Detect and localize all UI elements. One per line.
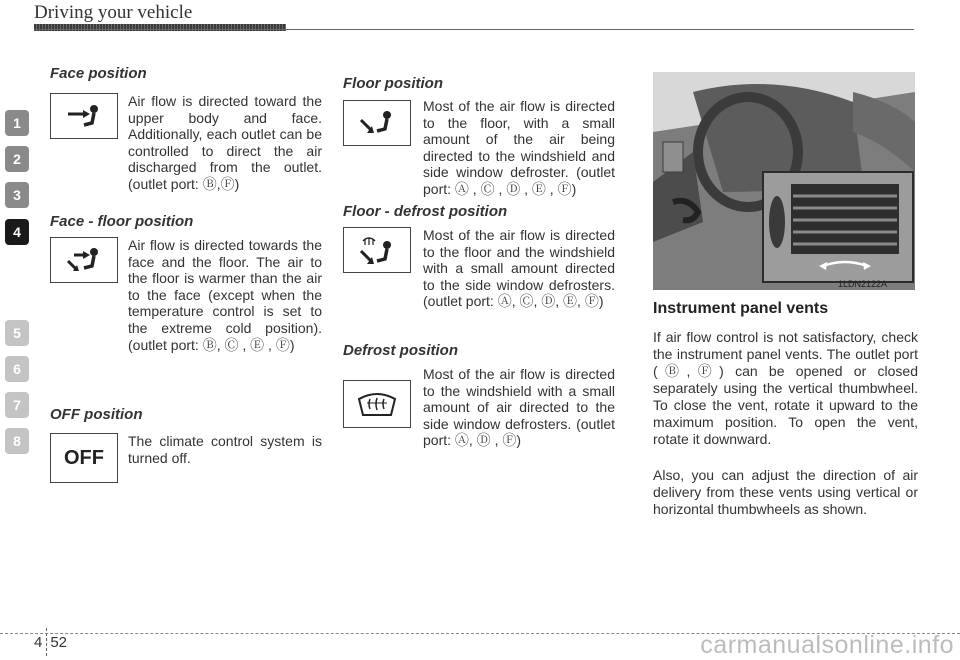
chapter-tab-1[interactable]: 1 — [5, 110, 29, 136]
floor-position-block — [343, 98, 615, 202]
left-column — [50, 64, 322, 493]
chapter-number: 4 — [34, 634, 43, 651]
chapter-tab-6[interactable]: 6 — [5, 356, 29, 382]
page-header-title: Driving your vehicle — [34, 2, 193, 23]
face-position-title: Face position — [50, 65, 147, 82]
floor-defrost-mode-icon — [343, 227, 411, 273]
middle-column — [343, 64, 615, 476]
instrument-panel-vents-text-2: Also, you can adjust the direction of air delivery from these vents using vertical or horizontal thumbwheels as shown. — [653, 467, 918, 517]
photo-code: 1LDN2122A — [838, 279, 888, 289]
floor-defrost-position-title: Floor - defrost position — [343, 203, 508, 220]
page-number-value: 52 — [50, 634, 68, 651]
floor-defrost-position-block — [343, 227, 615, 341]
page-number — [34, 634, 67, 651]
watermark: carmanualsonline.info — [700, 631, 954, 659]
floor-defrost-position-text: Most of the air flow is directed to the floor and the windshield with a small amount directed to the side window defrosters. (outlet port: Ⓐ, Ⓒ, Ⓓ, Ⓔ, Ⓕ) — [423, 227, 615, 310]
defrost-position-text: Most of the air flow is directed to the windshield with a small amount of air directed to the side window defrosters. (outlet port: Ⓐ, Ⓓ , Ⓕ) — [423, 366, 615, 449]
off-mode-icon: OFF — [50, 433, 118, 483]
chapter-tab-3[interactable]: 3 — [5, 182, 29, 208]
instrument-panel-vent-photo — [653, 72, 915, 290]
face-position-block — [50, 93, 322, 205]
chapter-tab-5[interactable]: 5 — [5, 320, 29, 346]
face-floor-mode-icon — [50, 237, 118, 283]
instrument-panel-vents-title: Instrument panel vents — [653, 300, 829, 317]
off-position-block — [50, 433, 322, 493]
off-position-text: The climate control system is turned off. — [128, 433, 322, 466]
header-rule — [34, 29, 914, 30]
face-floor-position-block — [50, 237, 322, 397]
face-floor-position-text: Air flow is directed towards the face and the floor. The air to the floor is warmer than the air to the face (except when the temperature control is set to the extreme cold position). (outlet port: Ⓑ, Ⓒ , Ⓔ , Ⓕ) — [128, 237, 322, 353]
defrost-mode-icon — [343, 380, 411, 428]
floor-position-text: Most of the air flow is directed to the floor, with a small amount of the air being directed to the windshield and side window defroster. (outlet port: Ⓐ , Ⓒ , Ⓓ , Ⓔ , Ⓕ) — [423, 98, 615, 197]
chapter-tab-7[interactable]: 7 — [5, 392, 29, 418]
chapter-tab-2[interactable]: 2 — [5, 146, 29, 172]
defrost-position-block — [343, 366, 615, 476]
instrument-panel-vents-text-1: If air flow control is not satisfactory, check the instrument panel vents. The outlet port (Ⓑ,Ⓕ) can be opened or closed separately using the vertical thumbwheel. To close the vent, rotate it upward to the maximum position. To open the vent, rotate it downward. — [653, 329, 918, 447]
chapter-tab-4[interactable]: 4 — [5, 219, 29, 245]
face-floor-position-title: Face - floor position — [50, 213, 194, 230]
floor-mode-icon — [343, 100, 411, 146]
floor-position-title: Floor position — [343, 75, 443, 92]
face-mode-icon — [50, 93, 118, 139]
defrost-position-title: Defrost position — [343, 342, 458, 359]
chapter-tab-8[interactable]: 8 — [5, 428, 29, 454]
face-position-text: Air flow is directed toward the upper body and face. Additionally, each outlet can be controlled to direct the air discharged from the outlet. (outlet port: Ⓑ,Ⓕ) — [128, 93, 322, 192]
off-position-title: OFF position — [50, 406, 143, 423]
